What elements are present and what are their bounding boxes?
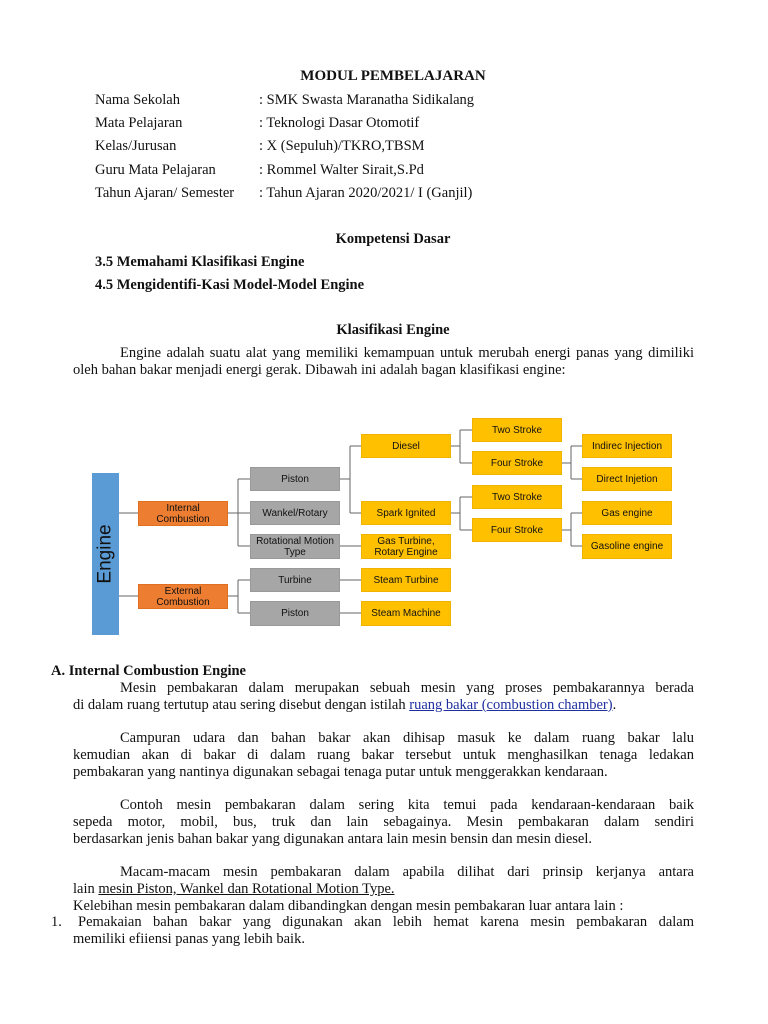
steam-machine-box: Steam Machine [361,601,451,626]
kompetensi-item: 4.5 Mengidentifi-Kasi Model-Model Engine [95,277,365,293]
info-value: : Rommel Walter Sirait,S.Pd [259,162,424,178]
text-line: Macam-macam mesin pembakaran dalam apabila dilihat dari prinsip kerjanya antara [120,864,694,880]
text-segment: di dalam ruang tertutup atau sering disebut dengan istilah [73,696,410,713]
text-line: Pemakaian bahan bakar yang digunakan akan lebih hemat karena mesin pembakaran dalam [78,914,694,930]
document-title: MODUL PEMBELAJARAN [300,68,486,84]
text-line: berdasarkan jenis bahan bakar yang digunakan antara lain mesin bensin dan mesin diesel. [73,830,593,847]
external-piston-box: Piston [250,601,340,626]
turbine-box: Turbine [250,568,340,592]
gas-turbine-box: Gas Turbine, Rotary Engine [361,534,451,559]
gasoline-engine-box: Gasoline engine [582,534,672,559]
wankel-rotary-box: Wankel/Rotary [250,501,340,525]
info-value: : SMK Swasta Maranatha Sidikalang [259,92,475,108]
engine-root-box [92,473,119,635]
kompetensi-item: 3.5 Memahami Klasifikasi Engine [95,254,305,270]
list-number: 1. [51,914,62,930]
list-item-1 [73,914,694,948]
info-label: Kelas/Jurusan [95,138,177,154]
text-line: Contoh mesin pembakaran dalam sering kita temui pada kendaraan-kendaraan baik [120,797,694,813]
klasifikasi-heading: Klasifikasi Engine [336,322,450,338]
text-line [73,697,694,714]
text-line: sepeda motor, mobil, bus, truk dan lain sebagainya. Mesin pembakaran dalam sendiri [73,813,694,830]
section-a-paragraph-3 [73,797,694,847]
four-stroke-diesel-box: Four Stroke [472,451,562,475]
text-line: Mesin pembakaran dalam merupakan sebuah mesin yang proses pembakarannya berada [120,680,694,696]
text-line: oleh bahan bakar menjadi energi gerak. Dibawah ini adalah bagan klasifikasi engine: [73,361,566,378]
text-line: Campuran udara dan bahan bakar akan dihisap masuk ke dalam ruang bakar lalu [120,730,694,746]
text-segment: . [612,696,617,713]
text-line: kemudian akan di bakar di dalam ruang bakar tersebut untuk menghasilkan tenaga ledakan [73,746,694,763]
info-label: Tahun Ajaran/ Semester [95,185,235,201]
text-line: Engine adalah suatu alat yang memiliki kemampuan untuk merubah energi panas yang dimiliki [120,345,694,361]
diesel-box: Diesel [361,434,451,458]
info-label: Nama Sekolah [95,92,180,108]
klasifikasi-intro [73,345,694,379]
steam-turbine-box: Steam Turbine [361,568,451,592]
rotational-motion-box: Rotational Motion Type [250,534,340,559]
section-a-paragraph-2 [73,730,694,780]
spark-ignited-box: Spark Ignited [361,501,451,525]
two-stroke-diesel-box: Two Stroke [472,418,562,442]
gas-engine-box: Gas engine [582,501,672,525]
four-stroke-spark-box: Four Stroke [472,518,562,542]
engine-root-label: Engine [94,524,116,584]
text-line: pembakaran yang nantinya digunakan sebagai tenaga putar untuk menggerakkan kendaraan. [73,763,608,780]
kompetensi-heading: Kompetensi Dasar [335,231,451,247]
external-combustion-box: External Combustion [138,584,228,609]
info-value: : Teknologi Dasar Otomotif [259,115,420,131]
combustion-chamber-link[interactable]: ruang bakar (combustion chamber) [409,696,613,713]
info-label: Mata Pelajaran [95,115,183,131]
two-stroke-spark-box: Two Stroke [472,485,562,509]
info-label: Guru Mata Pelajaran [95,162,216,178]
section-a-paragraph-1 [73,680,694,714]
text-segment: lain [73,880,99,897]
section-a-heading: A. Internal Combustion Engine [51,663,246,679]
piston-box: Piston [250,467,340,491]
text-line: Kelebihan mesin pembakaran dalam dibandingkan dengan mesin pembakaran luar antara lain : [73,897,624,914]
info-value: : Tahun Ajaran 2020/2021/ I (Ganjil) [259,185,473,201]
engine-types-link[interactable]: mesin Piston, Wankel dan Rotational Motion Type. [98,880,395,897]
internal-combustion-box: Internal Combustion [138,501,228,526]
text-line: memiliki efiiensi panas yang lebih baik. [73,930,305,947]
indirect-injection-box: Indirec Injection [582,434,672,458]
info-value: : X (Sepuluh)/TKRO,TBSM [259,138,425,154]
section-a-paragraph-4 [73,864,694,914]
direct-injection-box: Direct Injetion [582,467,672,491]
text-line [73,881,694,898]
